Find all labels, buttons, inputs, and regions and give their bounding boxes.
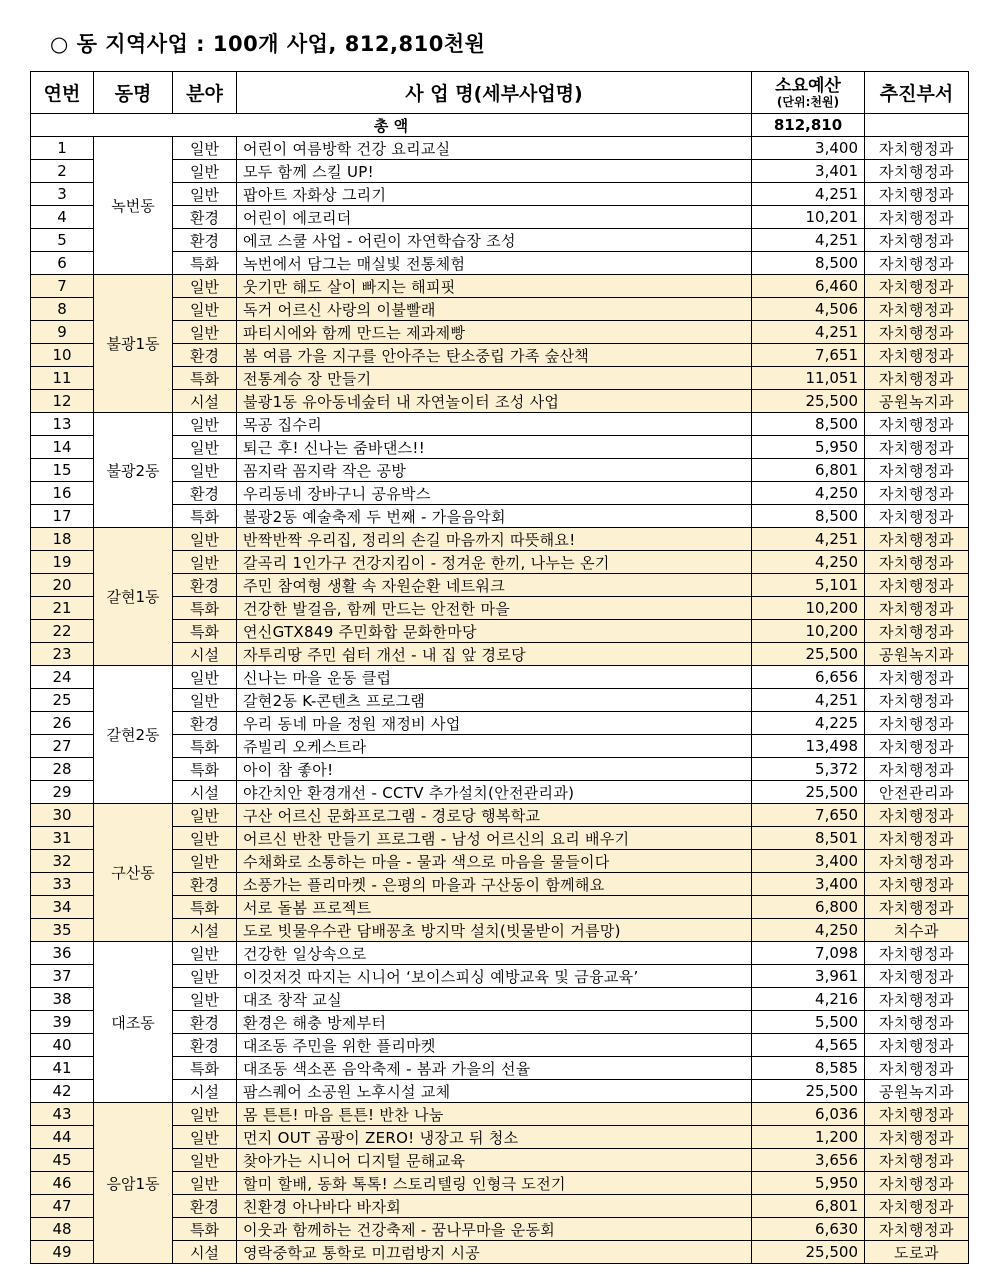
budget-amount: 8,585 bbox=[752, 1057, 865, 1080]
category-cell: 일반 bbox=[173, 413, 237, 436]
department: 자치행정과 bbox=[865, 1057, 969, 1080]
department: 자치행정과 bbox=[865, 413, 969, 436]
budget-amount: 25,500 bbox=[752, 1241, 865, 1264]
budget-amount: 4,251 bbox=[752, 183, 865, 206]
row-number: 10 bbox=[31, 344, 94, 367]
category-cell: 일반 bbox=[173, 1126, 237, 1149]
project-name: 퇴근 후! 신나는 줌바댄스!! bbox=[237, 436, 752, 459]
category-cell: 시설 bbox=[173, 643, 237, 666]
project-name: 영락중학교 통학로 미끄럼방지 시공 bbox=[237, 1241, 752, 1264]
department: 자치행정과 bbox=[865, 137, 969, 160]
table-row bbox=[31, 137, 969, 160]
budget-amount: 5,950 bbox=[752, 1172, 865, 1195]
row-number: 23 bbox=[31, 643, 94, 666]
project-name: 모두 함께 스킬 UP! bbox=[237, 160, 752, 183]
dong-name: 녹번동 bbox=[94, 137, 173, 275]
row-number: 7 bbox=[31, 275, 94, 298]
category-cell: 환경 bbox=[173, 574, 237, 597]
dong-name: 불광2동 bbox=[94, 413, 173, 528]
project-name: 파티시에와 함께 만드는 제과제빵 bbox=[237, 321, 752, 344]
department: 자치행정과 bbox=[865, 1034, 969, 1057]
row-number: 48 bbox=[31, 1218, 94, 1241]
budget-amount: 25,500 bbox=[752, 643, 865, 666]
department: 자치행정과 bbox=[865, 597, 969, 620]
total-amount: 812,810 bbox=[752, 114, 865, 137]
department: 자치행정과 bbox=[865, 321, 969, 344]
budget-amount: 3,656 bbox=[752, 1149, 865, 1172]
budget-amount: 5,500 bbox=[752, 1011, 865, 1034]
row-number: 27 bbox=[31, 735, 94, 758]
total-dept-empty bbox=[865, 114, 969, 137]
row-number: 47 bbox=[31, 1195, 94, 1218]
department: 자치행정과 bbox=[865, 804, 969, 827]
budget-amount: 13,498 bbox=[752, 735, 865, 758]
project-name: 먼지 OUT 곰팡이 ZERO! 냉장고 뒤 청소 bbox=[237, 1126, 752, 1149]
project-name: 갈현2동 K-콘텐츠 프로그램 bbox=[237, 689, 752, 712]
department: 자치행정과 bbox=[865, 942, 969, 965]
row-number: 31 bbox=[31, 827, 94, 850]
table-row bbox=[31, 275, 969, 298]
project-name: 자투리땅 주민 쉼터 개선 - 내 집 앞 경로당 bbox=[237, 643, 752, 666]
budget-amount: 3,400 bbox=[752, 873, 865, 896]
department: 도로과 bbox=[865, 1241, 969, 1264]
project-name: 이웃과 함께하는 건강축제 - 꿈나무마을 운동회 bbox=[237, 1218, 752, 1241]
total-label: 총 액 bbox=[31, 114, 752, 137]
category-cell: 일반 bbox=[173, 1103, 237, 1126]
category-cell: 일반 bbox=[173, 942, 237, 965]
budget-amount: 25,500 bbox=[752, 781, 865, 804]
budget-amount: 4,251 bbox=[752, 689, 865, 712]
category-cell: 일반 bbox=[173, 459, 237, 482]
department: 자치행정과 bbox=[865, 574, 969, 597]
row-number: 12 bbox=[31, 390, 94, 413]
category-cell: 일반 bbox=[173, 804, 237, 827]
header-category: 분야 bbox=[173, 72, 237, 114]
row-number: 39 bbox=[31, 1011, 94, 1034]
budget-amount: 6,656 bbox=[752, 666, 865, 689]
category-cell: 일반 bbox=[173, 827, 237, 850]
page-title: ○ 동 지역사업 : 100개 사업, 812,810천원 bbox=[50, 32, 486, 56]
category-cell: 일반 bbox=[173, 850, 237, 873]
row-number: 24 bbox=[31, 666, 94, 689]
budget-amount: 5,950 bbox=[752, 436, 865, 459]
project-name: 찾아가는 시니어 디지털 문해교육 bbox=[237, 1149, 752, 1172]
header-no: 연번 bbox=[31, 72, 94, 114]
project-name: 주민 참여형 생활 속 자원순환 네트워크 bbox=[237, 574, 752, 597]
project-name: 할미 할배, 동화 톡톡! 스토리텔링 인형극 도전기 bbox=[237, 1172, 752, 1195]
row-number: 37 bbox=[31, 965, 94, 988]
row-number: 43 bbox=[31, 1103, 94, 1126]
department: 자치행정과 bbox=[865, 988, 969, 1011]
project-name: 이것저것 따지는 시니어 ‘보이스피싱 예방교육 및 금융교육’ bbox=[237, 965, 752, 988]
budget-amount: 4,565 bbox=[752, 1034, 865, 1057]
budget-amount: 1,200 bbox=[752, 1126, 865, 1149]
category-cell: 특화 bbox=[173, 367, 237, 390]
category-cell: 일반 bbox=[173, 1172, 237, 1195]
department: 공원녹지과 bbox=[865, 643, 969, 666]
category-cell: 일반 bbox=[173, 666, 237, 689]
department: 공원녹지과 bbox=[865, 1080, 969, 1103]
budget-amount: 11,051 bbox=[752, 367, 865, 390]
budget-amount: 4,506 bbox=[752, 298, 865, 321]
project-name: 반짝반짝 우리집, 정리의 손길 마음까지 따뜻해요! bbox=[237, 528, 752, 551]
department: 자치행정과 bbox=[865, 160, 969, 183]
department: 자치행정과 bbox=[865, 1011, 969, 1034]
table-row bbox=[31, 804, 969, 827]
category-cell: 일반 bbox=[173, 988, 237, 1011]
category-cell: 특화 bbox=[173, 735, 237, 758]
department: 자치행정과 bbox=[865, 344, 969, 367]
budget-amount: 6,801 bbox=[752, 1195, 865, 1218]
department: 자치행정과 bbox=[865, 1149, 969, 1172]
row-number: 22 bbox=[31, 620, 94, 643]
project-name: 대조동 색소폰 음악축제 - 봄과 가을의 선율 bbox=[237, 1057, 752, 1080]
header-budget-unit: (단위:천원) bbox=[776, 94, 840, 109]
table-row bbox=[31, 1103, 969, 1126]
budget-amount: 4,250 bbox=[752, 482, 865, 505]
table-row bbox=[31, 413, 969, 436]
row-number: 34 bbox=[31, 896, 94, 919]
category-cell: 시설 bbox=[173, 781, 237, 804]
project-table bbox=[30, 71, 969, 1264]
budget-amount: 5,372 bbox=[752, 758, 865, 781]
header-row bbox=[31, 72, 969, 114]
category-cell: 환경 bbox=[173, 344, 237, 367]
table-row bbox=[31, 666, 969, 689]
row-number: 4 bbox=[31, 206, 94, 229]
department: 자치행정과 bbox=[865, 252, 969, 275]
category-cell: 특화 bbox=[173, 1218, 237, 1241]
budget-amount: 6,801 bbox=[752, 459, 865, 482]
project-name: 어르신 반찬 만들기 프로그램 - 남성 어르신의 요리 배우기 bbox=[237, 827, 752, 850]
department: 자치행정과 bbox=[865, 206, 969, 229]
budget-amount: 4,225 bbox=[752, 712, 865, 735]
department: 자치행정과 bbox=[865, 505, 969, 528]
budget-amount: 7,098 bbox=[752, 942, 865, 965]
department: 자치행정과 bbox=[865, 367, 969, 390]
category-cell: 일반 bbox=[173, 436, 237, 459]
dong-name: 구산동 bbox=[94, 804, 173, 942]
project-name: 팜스퀘어 소공원 노후시설 교체 bbox=[237, 1080, 752, 1103]
dong-name: 응암1동 bbox=[94, 1103, 173, 1264]
category-cell: 환경 bbox=[173, 206, 237, 229]
header-dong: 동명 bbox=[94, 72, 173, 114]
total-row bbox=[31, 114, 969, 137]
department: 자치행정과 bbox=[865, 298, 969, 321]
category-cell: 시설 bbox=[173, 1241, 237, 1264]
project-name: 에코 스쿨 사업 - 어린이 자연학습장 조성 bbox=[237, 229, 752, 252]
project-name: 연신GTX849 주민화합 문화한마당 bbox=[237, 620, 752, 643]
budget-amount: 10,201 bbox=[752, 206, 865, 229]
category-cell: 환경 bbox=[173, 1195, 237, 1218]
budget-amount: 4,251 bbox=[752, 321, 865, 344]
row-number: 41 bbox=[31, 1057, 94, 1080]
department: 자치행정과 bbox=[865, 620, 969, 643]
department: 자치행정과 bbox=[865, 896, 969, 919]
budget-amount: 8,500 bbox=[752, 505, 865, 528]
budget-amount: 4,251 bbox=[752, 229, 865, 252]
row-number: 11 bbox=[31, 367, 94, 390]
project-name: 신나는 마을 운동 클럽 bbox=[237, 666, 752, 689]
project-name: 야간치안 환경개선 - CCTV 추가설치(안전관리과) bbox=[237, 781, 752, 804]
project-name: 몸 튼튼! 마음 튼튼! 반찬 나눔 bbox=[237, 1103, 752, 1126]
budget-amount: 5,101 bbox=[752, 574, 865, 597]
header-budget bbox=[752, 72, 865, 114]
category-cell: 일반 bbox=[173, 321, 237, 344]
row-number: 45 bbox=[31, 1149, 94, 1172]
row-number: 28 bbox=[31, 758, 94, 781]
department: 자치행정과 bbox=[865, 551, 969, 574]
category-cell: 일반 bbox=[173, 528, 237, 551]
project-name: 봄 여름 가을 지구를 안아주는 탄소중립 가족 숲산책 bbox=[237, 344, 752, 367]
budget-amount: 10,200 bbox=[752, 620, 865, 643]
project-name: 불광2동 예술축제 두 번째 - 가을음악회 bbox=[237, 505, 752, 528]
row-number: 17 bbox=[31, 505, 94, 528]
department: 자치행정과 bbox=[865, 666, 969, 689]
department: 자치행정과 bbox=[865, 1218, 969, 1241]
category-cell: 일반 bbox=[173, 137, 237, 160]
category-cell: 환경 bbox=[173, 1011, 237, 1034]
category-cell: 시설 bbox=[173, 919, 237, 942]
row-number: 6 bbox=[31, 252, 94, 275]
department: 자치행정과 bbox=[865, 275, 969, 298]
department: 자치행정과 bbox=[865, 850, 969, 873]
department: 공원녹지과 bbox=[865, 390, 969, 413]
budget-amount: 8,500 bbox=[752, 413, 865, 436]
budget-amount: 7,651 bbox=[752, 344, 865, 367]
project-name: 수채화로 소통하는 마을 - 물과 색으로 마음을 물들이다 bbox=[237, 850, 752, 873]
budget-amount: 3,961 bbox=[752, 965, 865, 988]
department: 자치행정과 bbox=[865, 183, 969, 206]
row-number: 14 bbox=[31, 436, 94, 459]
category-cell: 환경 bbox=[173, 712, 237, 735]
category-cell: 일반 bbox=[173, 965, 237, 988]
budget-amount: 8,500 bbox=[752, 252, 865, 275]
category-cell: 일반 bbox=[173, 551, 237, 574]
row-number: 36 bbox=[31, 942, 94, 965]
row-number: 8 bbox=[31, 298, 94, 321]
project-name: 불광1동 유아동네숲터 내 자연놀이터 조성 사업 bbox=[237, 390, 752, 413]
department: 자치행정과 bbox=[865, 229, 969, 252]
category-cell: 일반 bbox=[173, 183, 237, 206]
row-number: 49 bbox=[31, 1241, 94, 1264]
budget-amount: 6,630 bbox=[752, 1218, 865, 1241]
project-name: 웃기만 해도 살이 빠지는 해피핏 bbox=[237, 275, 752, 298]
table-row bbox=[31, 528, 969, 551]
budget-amount: 6,800 bbox=[752, 896, 865, 919]
budget-amount: 3,400 bbox=[752, 850, 865, 873]
row-number: 13 bbox=[31, 413, 94, 436]
project-name: 대조동 주민을 위한 플리마켓 bbox=[237, 1034, 752, 1057]
row-number: 25 bbox=[31, 689, 94, 712]
project-name: 대조 창작 교실 bbox=[237, 988, 752, 1011]
project-name: 서로 돌봄 프로젝트 bbox=[237, 896, 752, 919]
category-cell: 일반 bbox=[173, 275, 237, 298]
row-number: 15 bbox=[31, 459, 94, 482]
project-name: 팝아트 자화상 그리기 bbox=[237, 183, 752, 206]
category-cell: 환경 bbox=[173, 482, 237, 505]
project-name: 도로 빗물우수관 담배꽁초 방지막 설치(빗물받이 거름망) bbox=[237, 919, 752, 942]
category-cell: 특화 bbox=[173, 620, 237, 643]
budget-amount: 6,460 bbox=[752, 275, 865, 298]
department: 자치행정과 bbox=[865, 735, 969, 758]
row-number: 20 bbox=[31, 574, 94, 597]
row-number: 46 bbox=[31, 1172, 94, 1195]
row-number: 21 bbox=[31, 597, 94, 620]
project-name: 건강한 발걸음, 함께 만드는 안전한 마을 bbox=[237, 597, 752, 620]
row-number: 35 bbox=[31, 919, 94, 942]
category-cell: 일반 bbox=[173, 298, 237, 321]
row-number: 38 bbox=[31, 988, 94, 1011]
row-number: 44 bbox=[31, 1126, 94, 1149]
category-cell: 특화 bbox=[173, 758, 237, 781]
row-number: 9 bbox=[31, 321, 94, 344]
budget-amount: 25,500 bbox=[752, 390, 865, 413]
department: 치수과 bbox=[865, 919, 969, 942]
category-cell: 특화 bbox=[173, 505, 237, 528]
project-name: 독거 어르신 사랑의 이불빨래 bbox=[237, 298, 752, 321]
department: 자치행정과 bbox=[865, 689, 969, 712]
header-dept: 추진부서 bbox=[865, 72, 969, 114]
category-cell: 특화 bbox=[173, 252, 237, 275]
project-name: 우리동네 장바구니 공유박스 bbox=[237, 482, 752, 505]
project-name: 꼼지락 꼼지락 작은 공방 bbox=[237, 459, 752, 482]
project-name: 건강한 일상속으로 bbox=[237, 942, 752, 965]
category-cell: 환경 bbox=[173, 1034, 237, 1057]
row-number: 42 bbox=[31, 1080, 94, 1103]
department: 자치행정과 bbox=[865, 482, 969, 505]
row-number: 1 bbox=[31, 137, 94, 160]
dong-name: 불광1동 bbox=[94, 275, 173, 413]
header-budget-label: 소요예산 bbox=[775, 75, 841, 96]
department: 자치행정과 bbox=[865, 436, 969, 459]
project-name: 소풍가는 플리마켓 - 은평의 마을과 구산동이 함께해요 bbox=[237, 873, 752, 896]
department: 자치행정과 bbox=[865, 873, 969, 896]
department: 자치행정과 bbox=[865, 1172, 969, 1195]
budget-amount: 4,250 bbox=[752, 919, 865, 942]
dong-name: 갈현2동 bbox=[94, 666, 173, 804]
category-cell: 특화 bbox=[173, 1057, 237, 1080]
project-name: 어린이 에코리더 bbox=[237, 206, 752, 229]
project-name: 환경은 해충 방제부터 bbox=[237, 1011, 752, 1034]
project-name: 녹번에서 담그는 매실빛 전통체험 bbox=[237, 252, 752, 275]
budget-amount: 7,650 bbox=[752, 804, 865, 827]
category-cell: 시설 bbox=[173, 1080, 237, 1103]
row-number: 26 bbox=[31, 712, 94, 735]
header-project: 사 업 명(세부사업명) bbox=[237, 72, 752, 114]
dong-name: 대조동 bbox=[94, 942, 173, 1103]
row-number: 29 bbox=[31, 781, 94, 804]
row-number: 18 bbox=[31, 528, 94, 551]
row-number: 30 bbox=[31, 804, 94, 827]
row-number: 16 bbox=[31, 482, 94, 505]
project-name: 목공 집수리 bbox=[237, 413, 752, 436]
project-name: 아이 참 좋아! bbox=[237, 758, 752, 781]
project-name: 우리 동네 마을 정원 재정비 사업 bbox=[237, 712, 752, 735]
department: 안전관리과 bbox=[865, 781, 969, 804]
category-cell: 일반 bbox=[173, 160, 237, 183]
category-cell: 시설 bbox=[173, 390, 237, 413]
budget-amount: 4,250 bbox=[752, 551, 865, 574]
category-cell: 일반 bbox=[173, 689, 237, 712]
row-number: 19 bbox=[31, 551, 94, 574]
department: 자치행정과 bbox=[865, 712, 969, 735]
budget-amount: 3,400 bbox=[752, 137, 865, 160]
project-name: 전통계승 장 만들기 bbox=[237, 367, 752, 390]
department: 자치행정과 bbox=[865, 827, 969, 850]
category-cell: 특화 bbox=[173, 896, 237, 919]
department: 자치행정과 bbox=[865, 1103, 969, 1126]
department: 자치행정과 bbox=[865, 1126, 969, 1149]
category-cell: 환경 bbox=[173, 229, 237, 252]
project-name: 갈곡리 1인가구 건강지킴이 - 정겨운 한끼, 나누는 온기 bbox=[237, 551, 752, 574]
category-cell: 환경 bbox=[173, 873, 237, 896]
project-name: 친환경 아나바다 바자회 bbox=[237, 1195, 752, 1218]
budget-amount: 10,200 bbox=[752, 597, 865, 620]
table-row bbox=[31, 942, 969, 965]
budget-amount: 3,401 bbox=[752, 160, 865, 183]
row-number: 32 bbox=[31, 850, 94, 873]
row-number: 2 bbox=[31, 160, 94, 183]
row-number: 33 bbox=[31, 873, 94, 896]
project-name: 구산 어르신 문화프로그램 - 경로당 행복학교 bbox=[237, 804, 752, 827]
budget-amount: 25,500 bbox=[752, 1080, 865, 1103]
department: 자치행정과 bbox=[865, 965, 969, 988]
budget-amount: 4,216 bbox=[752, 988, 865, 1011]
row-number: 3 bbox=[31, 183, 94, 206]
row-number: 40 bbox=[31, 1034, 94, 1057]
category-cell: 일반 bbox=[173, 1149, 237, 1172]
project-name: 어린이 여름방학 건강 요리교실 bbox=[237, 137, 752, 160]
category-cell: 특화 bbox=[173, 597, 237, 620]
row-number: 5 bbox=[31, 229, 94, 252]
department: 자치행정과 bbox=[865, 459, 969, 482]
department: 자치행정과 bbox=[865, 528, 969, 551]
budget-amount: 6,036 bbox=[752, 1103, 865, 1126]
budget-amount: 8,501 bbox=[752, 827, 865, 850]
department: 자치행정과 bbox=[865, 1195, 969, 1218]
budget-amount: 4,251 bbox=[752, 528, 865, 551]
dong-name: 갈현1동 bbox=[94, 528, 173, 666]
department: 자치행정과 bbox=[865, 758, 969, 781]
project-name: 쥬빌리 오케스트라 bbox=[237, 735, 752, 758]
